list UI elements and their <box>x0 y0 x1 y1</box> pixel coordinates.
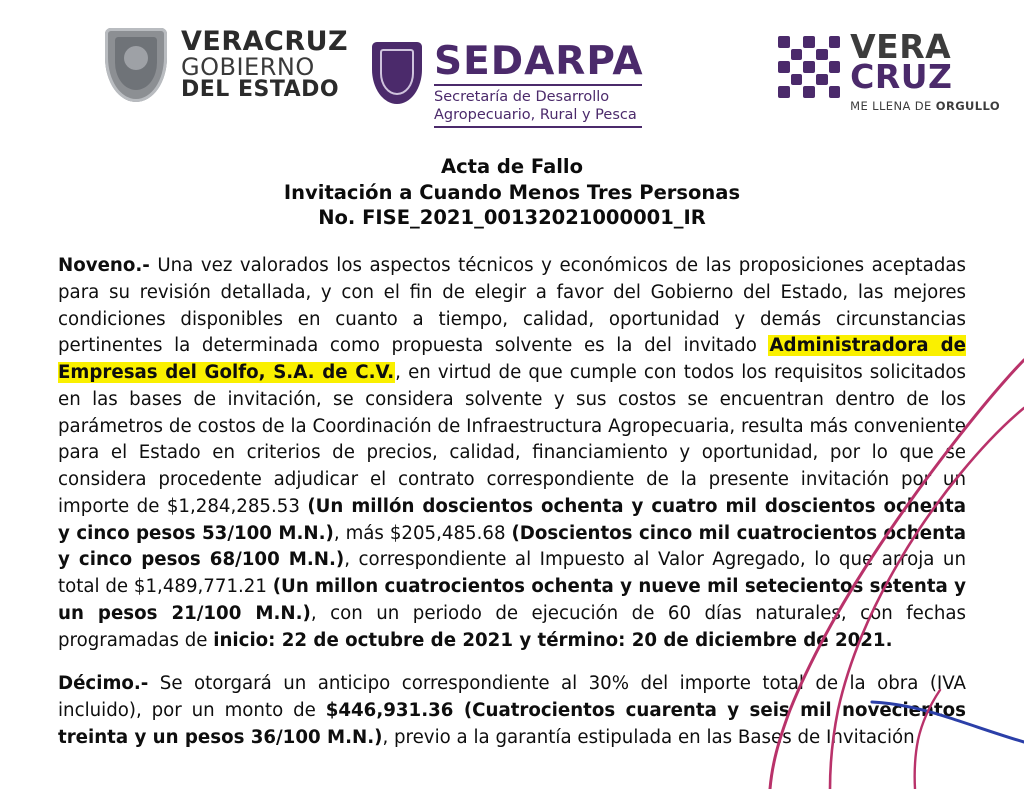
sedarpa-subtitle <box>434 84 642 128</box>
decimo-label: Décimo.- <box>58 673 149 695</box>
page-title <box>0 154 1024 231</box>
noveno-amount-words-1: (Un millón doscientos ochenta y cuatro mil doscientos ochenta y cinco pesos 53/100 M.N.) <box>58 495 966 544</box>
decimo-text-2: , previo a la garantía estipulada en las Bases de Invitación. <box>382 726 921 748</box>
veracruz-coat-of-arms-icon <box>105 28 167 102</box>
paragraph-noveno <box>58 253 966 654</box>
document-body <box>58 253 966 752</box>
paragraph-decimo <box>58 671 966 751</box>
sedarpa-logo-text <box>434 39 644 128</box>
orgullo-tagline-bold: ORGULLO <box>935 98 1000 113</box>
noveno-text-5: , con un periodo de ejecución de 60 días naturales, con fechas programadas de <box>58 602 966 651</box>
orgullo-line1: VERA <box>850 27 952 66</box>
orgullo-tagline-plain: ME LLENA DE <box>850 98 936 113</box>
veracruz-orgullo-logo <box>778 27 1000 113</box>
noveno-amount-words-3: (Un millon cuatrocientos ochenta y nueve mil setecientos setenta y un pesos 21/100 M.N.) <box>58 576 966 624</box>
veracruz-dot-pattern-icon <box>778 36 840 98</box>
noveno-text-4: , correspondiente al Impuesto al Valor Agregado, lo que arroja un total de $1,489,771.21 <box>58 549 966 598</box>
title-line-acta: Acta de Fallo <box>441 155 583 178</box>
veracruz-logo-line1: VERACRUZ <box>181 26 349 58</box>
title-line-numero: No. FISE_2021_00132021000001_IR <box>318 206 706 230</box>
noveno-text-2: , en virtud de que cumple con todos los requisitos solicitados en las bases de invitación, se considera solvente y sus costos se encuentran dentro de los parámetros de costos de la Coordinación de Infraestructura Agropecuaria, resulta más conveniente para el Estado en criterios de precios, calidad, financiamiento y oportunidad, por lo que se considera procedente adjudicar el contrato correspondiente de la presente invitación por un importe de $1,284,285.53 <box>58 362 966 517</box>
noveno-amount-words-2: (Doscientos cinco mil cuatrocientos ochenta y cinco pesos 68/100 M.N.) <box>58 522 966 571</box>
highlighted-company-name: Administradora de Empresas del Golfo, S.A. de C.V. <box>58 335 967 384</box>
veracruz-government-logo <box>105 28 348 102</box>
title-line-invitacion: Invitación a Cuando Menos Tres Personas <box>283 180 741 204</box>
veracruz-logo-line2: GOBIERNO <box>181 52 315 81</box>
noveno-text-3: , más $205,485.68 <box>333 522 512 544</box>
veracruz-logo-text <box>181 26 349 103</box>
sedarpa-title: SEDARPA <box>434 39 644 84</box>
decimo-text-1: Se otorgará un anticipo correspondiente al 30% del importe total de la obra (IVA incluido), por un monto de <box>58 673 966 722</box>
document-header <box>0 0 1024 148</box>
decimo-amount-words: $446,931.36 (Cuatrocientos cuarenta y seis mil novecientos treinta y un pesos 36/100 M.N.) <box>58 700 966 748</box>
orgullo-line2: CRUZ <box>850 57 953 97</box>
noveno-dates: inicio: 22 de octubre de 2021 y término: 20 de diciembre de 2021. <box>213 629 893 651</box>
orgullo-tagline <box>850 99 1000 113</box>
noveno-label: Noveno.- <box>58 255 150 277</box>
orgullo-logo-text <box>850 27 1000 113</box>
sedarpa-subtitle-line2: Agropecuario, Rural y Pesca <box>434 107 642 129</box>
sedarpa-logo <box>372 39 644 128</box>
sedarpa-subtitle-line1: Secretaría de Desarrollo <box>434 89 610 105</box>
veracruz-logo-line3: DEL ESTADO <box>181 77 340 103</box>
noveno-text-1: Una vez valorados los aspectos técnicos y económicos de las proposiciones aceptadas para su revisión detallada, y con el fin de elegir a favor del Gobierno del Estado, las mejores condiciones disponibles en cuanto a tiempo, calidad, oportunidad y demás circunstancias pertinentes la determinada como propuesta solvente es la del invitado <box>58 255 966 357</box>
sedarpa-shield-icon <box>372 42 422 104</box>
